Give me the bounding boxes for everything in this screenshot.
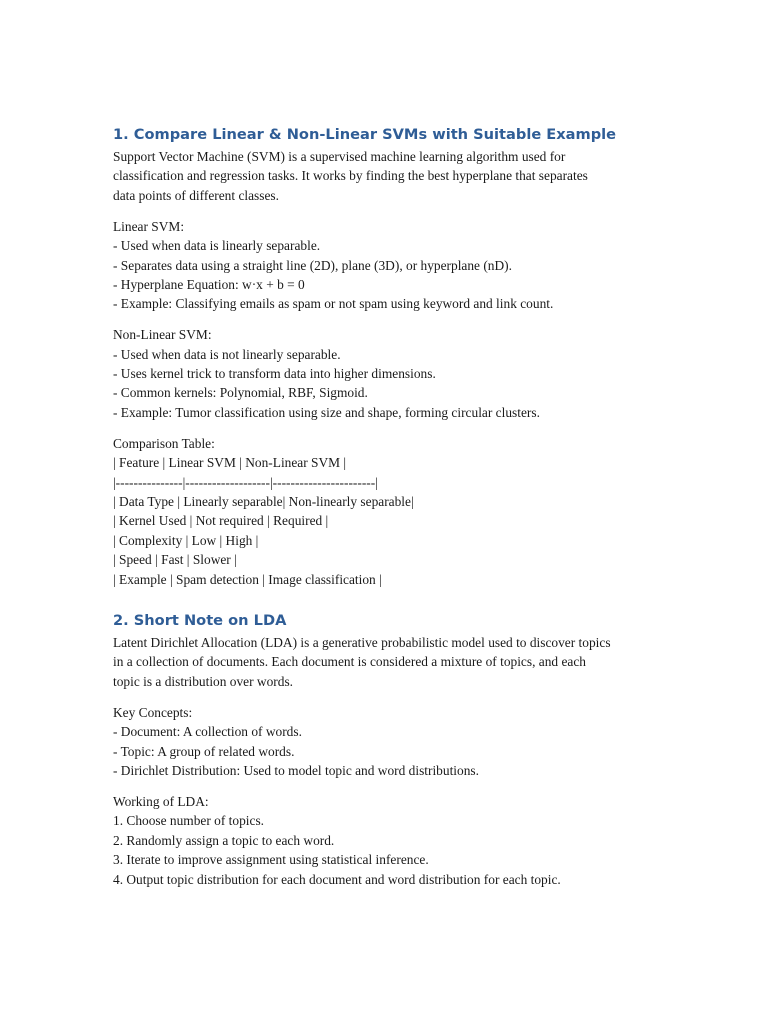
text-line: Comparison Table: — [113, 435, 215, 451]
section-heading-svm: 1. Compare Linear & Non-Linear SVMs with Suitable Example — [113, 126, 617, 143]
text-line: classification and regression tasks. It works by finding the best hyperplane that separates — [113, 168, 588, 184]
text-line: Latent Dirichlet Allocation (LDA) is a generative probabilistic model used to discover topics — [113, 635, 611, 651]
table-row: | Data Type | Linearly separable| Non-linearly separable| — [113, 494, 414, 509]
table-row: | Example | Spam detection | Image classification | — [113, 571, 382, 587]
text-line: 4. Output topic distribution for each document and word distribution for each topic. — [113, 871, 561, 887]
text-line: in a collection of documents. Each document is considered a mixture of topics, and each — [113, 654, 586, 670]
text-line: - Uses kernel trick to transform data into higher dimensions. — [113, 366, 436, 382]
nonlinear-svm-block — [113, 325, 673, 422]
text-line: - Hyperplane Equation: w·x + b = 0 — [113, 276, 305, 292]
text-line: 3. Iterate to improve assignment using statistical inference. — [113, 852, 429, 868]
text-line: - Document: A collection of words. — [113, 724, 302, 740]
text-line: Linear SVM: — [113, 218, 185, 234]
text-line: - Example: Tumor classification using size and shape, forming circular clusters. — [113, 404, 540, 420]
text-line: topic is a distribution over words. — [113, 673, 294, 689]
table-row: | Feature | Linear SVM | Non-Linear SVM | — [113, 455, 347, 471]
svm-intro-paragraph — [113, 147, 673, 205]
text-line: - Separates data using a straight line (2D), plane (3D), or hyperplane (nD). — [113, 257, 512, 273]
comparison-table-block — [113, 434, 673, 589]
table-row: | Speed | Fast | Slower | — [113, 552, 237, 568]
table-row: | Complexity | Low | High | — [113, 532, 259, 548]
text-line: Working of LDA: — [113, 793, 209, 809]
lda-key-concepts-block — [113, 703, 673, 781]
text-line: Non-Linear SVM: — [113, 327, 212, 343]
text-line: Support Vector Machine (SVM) is a supervised machine learning algorithm used for — [113, 149, 566, 164]
text-line: - Used when data is linearly separable. — [113, 238, 321, 254]
table-row: | Kernel Used | Not required | Required | — [113, 513, 329, 529]
text-line: - Common kernels: Polynomial, RBF, Sigmoid. — [113, 385, 368, 401]
text-line: 2. Randomly assign a topic to each word. — [113, 832, 335, 848]
text-line: Key Concepts: — [113, 704, 193, 720]
text-line: 1. Choose number of topics. — [113, 813, 264, 829]
section-heading-lda: 2. Short Note on LDA — [113, 612, 287, 630]
table-row: |---------------|-------------------|-----------------------| — [113, 474, 378, 490]
linear-svm-block — [113, 217, 673, 314]
text-line: - Topic: A group of related words. — [113, 743, 295, 759]
document-page — [113, 124, 673, 889]
text-line: - Dirichlet Distribution: Used to model topic and word distributions. — [113, 762, 479, 778]
text-line: - Example: Classifying emails as spam or not spam using keyword and link count. — [113, 296, 554, 312]
lda-working-block — [113, 792, 673, 889]
text-line: data points of different classes. — [113, 187, 279, 203]
text-line: - Used when data is not linearly separable. — [113, 346, 341, 362]
lda-intro-paragraph — [113, 633, 673, 691]
